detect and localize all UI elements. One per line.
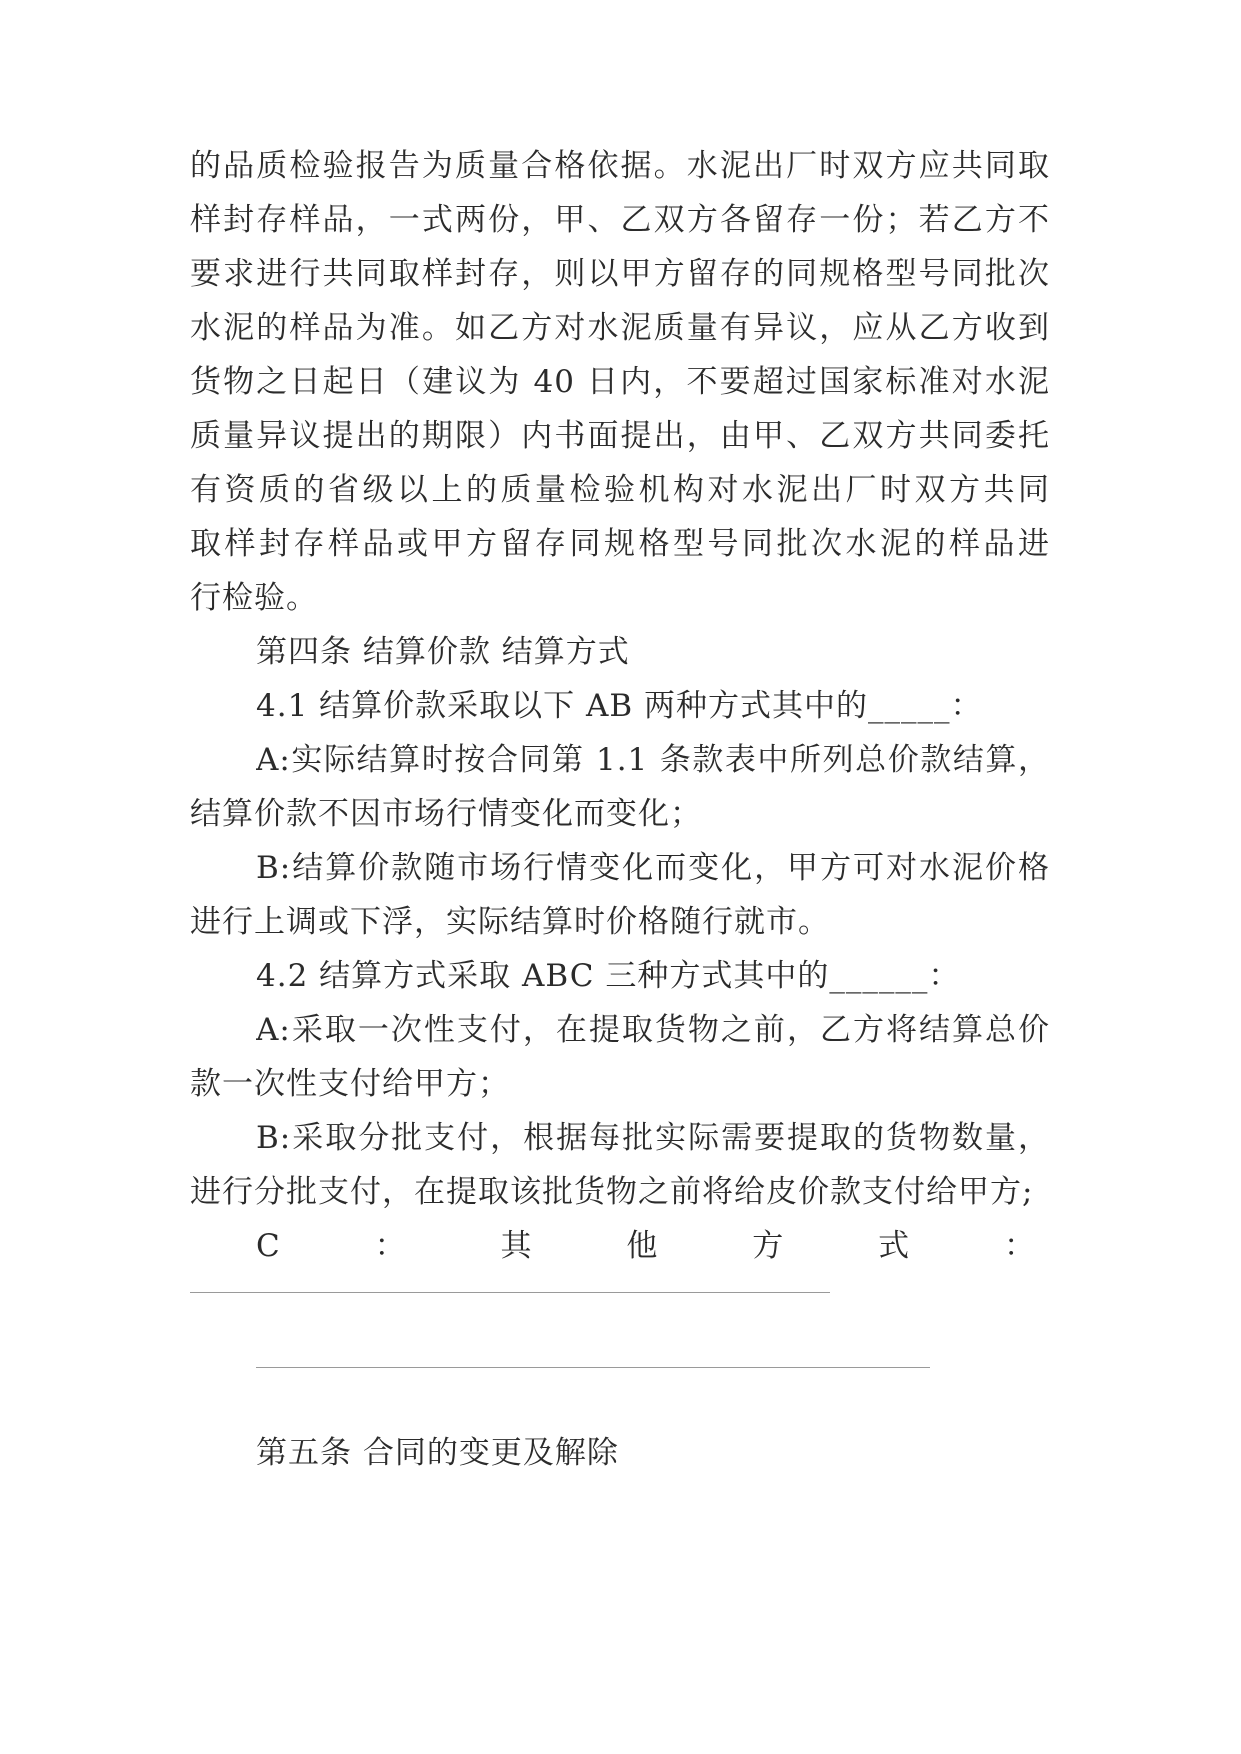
- clause-c-part: 方: [752, 1228, 785, 1264]
- clause-c-part: C: [256, 1228, 281, 1264]
- paragraph-line: 水泥的样品为准。如乙方对水泥质量有异议，应从乙方收到: [190, 310, 1050, 346]
- clause-4-1: 4.1 结算价款采取以下 AB 两种方式其中的_____：: [256, 688, 983, 724]
- clause-4-2-b-line: B:采取分批支付，根据每批实际需要提取的货物数量，: [256, 1120, 1050, 1156]
- paragraph-line: 要求进行共同取样封存，则以甲方留存的同规格型号同批次: [190, 256, 1050, 292]
- clause-c-part: ：: [1003, 1228, 1036, 1264]
- clause-c-part: ：: [374, 1228, 407, 1264]
- clause-4-2-a-line: 款一次性支付给甲方；: [190, 1066, 510, 1102]
- clause-4-2-a-line: A:采取一次性支付，在提取货物之前，乙方将结算总价: [256, 1012, 1050, 1048]
- clause-c-part: 他: [626, 1228, 659, 1264]
- paragraph-line: 质量异议提出的期限）内书面提出，由甲、乙双方共同委托: [190, 418, 1050, 454]
- paragraph-line: 有资质的省级以上的质量检验机构对水泥出厂时双方共同: [190, 472, 1050, 508]
- clause-4-1-a-line: 结算价款不因市场行情变化而变化；: [190, 796, 702, 832]
- clause-4-1-a-line: A:实际结算时按合同第 1.1 条款表中所列总价款结算，: [256, 742, 1050, 778]
- clause-c-part: 其: [500, 1228, 533, 1264]
- paragraph-line: 的品质检验报告为质量合格依据。水泥出厂时双方应共同取: [190, 148, 1050, 184]
- paragraph-line: 取样封存样品或甲方留存同规格型号同批次水泥的样品进: [190, 526, 1050, 562]
- clause-4-2: 4.2 结算方式采取 ABC 三种方式其中的______：: [256, 958, 961, 994]
- clause-4-1-b-line: B:结算价款随市场行情变化而变化，甲方可对水泥价格: [256, 850, 1050, 886]
- clause-4-2-b-line: 进行分批支付，在提取该批货物之前将给皮价款支付给甲方;: [190, 1174, 1034, 1210]
- paragraph-line: 行检验。: [190, 580, 318, 616]
- blank-fill-line: [190, 1292, 830, 1293]
- article-heading: 第四条 结算价款 结算方式: [256, 634, 630, 670]
- blank-fill-line: [256, 1367, 930, 1368]
- clause-c-part: 式: [878, 1228, 911, 1264]
- clause-4-2-c-line: [256, 1217, 1036, 1275]
- article-heading: 第五条 合同的变更及解除: [256, 1435, 619, 1471]
- paragraph-line: 样封存样品，一式两份，甲、乙双方各留存一份；若乙方不: [190, 202, 1050, 238]
- paragraph-line: 货物之日起日（建议为 40 日内，不要超过国家标准对水泥: [190, 364, 1050, 400]
- clause-4-1-b-line: 进行上调或下浮，实际结算时价格随行就市。: [190, 904, 830, 940]
